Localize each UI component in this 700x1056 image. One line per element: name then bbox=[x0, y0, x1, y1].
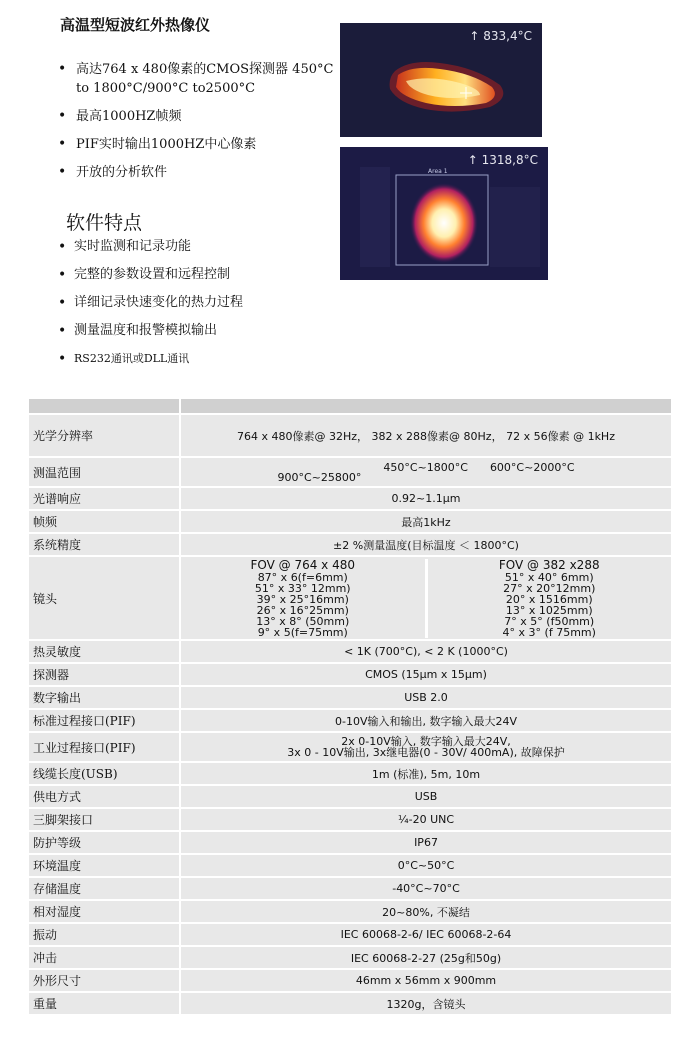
spec-label: 外形尺寸 bbox=[29, 970, 179, 991]
spec-label: 标准过程接口(PIF) bbox=[29, 710, 179, 731]
range-value-b: 600°C~2000°C bbox=[489, 460, 575, 474]
image2-temperature-readout: ↑ 1318,8°C bbox=[467, 153, 538, 167]
spec-label: 光谱响应 bbox=[29, 488, 179, 509]
spec-label: 振动 bbox=[29, 924, 179, 945]
spec-label: 探测器 bbox=[29, 664, 179, 685]
feature-item: • 高达764 x 480像素的CMOS探测器 450°C to 1800°C/900°C to2500°C bbox=[58, 60, 348, 98]
spec-label: 光学分辨率 bbox=[29, 415, 179, 456]
spec-label: 冲击 bbox=[29, 947, 179, 968]
lens-entry: 20° x 1516mm) bbox=[505, 592, 593, 606]
lens-column-764 bbox=[181, 559, 425, 638]
spec-row-accuracy bbox=[29, 534, 671, 555]
software-item: • 详细记录快速变化的热力过程 bbox=[58, 294, 358, 312]
spec-label: 三脚架接口 bbox=[29, 809, 179, 830]
spec-label: 系统精度 bbox=[29, 534, 179, 555]
lens-entry: 13° x 8° (50mm) bbox=[256, 614, 350, 628]
lens-entry: 51° x 33° 12mm) bbox=[254, 581, 351, 595]
spec-label: 线缆长度(USB) bbox=[29, 763, 179, 784]
spec-value: < 1K (700°C), < 2 K (1000°C) bbox=[181, 641, 671, 662]
range-value-a: 450°C~1800°C bbox=[383, 460, 468, 474]
industrial-pif-line-1: 2x 0-10V输入, 数字输入最大24V, bbox=[341, 735, 511, 748]
spec-row-standard-pif bbox=[29, 710, 671, 731]
spec-label: 环境温度 bbox=[29, 855, 179, 876]
spec-header-cell bbox=[29, 399, 179, 413]
spec-row-shock bbox=[29, 947, 671, 968]
spec-label: 防护等级 bbox=[29, 832, 179, 853]
spec-header-cell bbox=[181, 399, 671, 413]
spec-value: 20~80%, 不凝结 bbox=[181, 901, 671, 922]
spec-label: 存储温度 bbox=[29, 878, 179, 899]
thermal-image-2 bbox=[340, 147, 548, 280]
spec-value: USB bbox=[181, 786, 671, 807]
spec-value: 1m (标准), 5m, 10m bbox=[181, 763, 671, 784]
feature-list bbox=[58, 60, 348, 191]
spec-row-dimensions bbox=[29, 970, 671, 991]
spec-value: ¼-20 UNC bbox=[181, 809, 671, 830]
spec-row-resolution bbox=[29, 415, 671, 456]
feature-item: • 最高1000HZ帧频 bbox=[58, 107, 348, 126]
lens-header: FOV @ 764 x 480 bbox=[250, 557, 355, 572]
spec-row-humidity bbox=[29, 901, 671, 922]
image1-temperature-readout: ↑ 833,4°C bbox=[469, 29, 532, 43]
spec-row-vibration bbox=[29, 924, 671, 945]
spec-row-detector bbox=[29, 664, 671, 685]
lens-entry: 51° x 40° 6mm) bbox=[504, 570, 594, 584]
spec-row-storage-temp bbox=[29, 878, 671, 899]
feature-item: • 开放的分析软件 bbox=[58, 163, 348, 182]
lens-entry: 13° x 1025mm) bbox=[505, 603, 593, 617]
lens-entry: 87° x 6(f=6mm) bbox=[257, 570, 348, 584]
spec-row-industrial-pif bbox=[29, 733, 671, 761]
lens-entry: 4° x 3° (f 75mm) bbox=[502, 625, 596, 639]
lens-entry: 27° x 20°12mm) bbox=[503, 581, 596, 595]
spec-row-tripod bbox=[29, 809, 671, 830]
spec-label: 数字输出 bbox=[29, 687, 179, 708]
software-feature-list bbox=[58, 238, 358, 378]
spec-row-protection bbox=[29, 832, 671, 853]
lens-entry: 7° x 5° (f50mm) bbox=[504, 614, 595, 628]
spec-row-sensitivity bbox=[29, 641, 671, 662]
spec-label: 测温范围 bbox=[29, 458, 179, 486]
spec-row-power bbox=[29, 786, 671, 807]
spec-row-framerate bbox=[29, 511, 671, 532]
spec-table-header-row bbox=[29, 399, 671, 413]
spec-value: 46mm x 56mm x 900mm bbox=[181, 970, 671, 991]
software-item: • RS232通讯或DLL通讯 bbox=[58, 350, 358, 368]
software-item: • 测量温度和报警模拟输出 bbox=[58, 322, 358, 340]
area-label: Area 1 bbox=[428, 168, 448, 175]
spec-value: 0°C~50°C bbox=[181, 855, 671, 876]
lens-entry: 9° x 5(f=75mm) bbox=[257, 625, 348, 639]
spec-label: 帧频 bbox=[29, 511, 179, 532]
spec-value: 0-10V输入和输出, 数字输入最大24V bbox=[181, 710, 671, 731]
spec-row-range bbox=[29, 458, 671, 486]
lens-entry: 39° x 25°16mm) bbox=[256, 592, 349, 606]
spec-row-lens bbox=[29, 557, 671, 639]
lens-header: FOV @ 382 x288 bbox=[498, 557, 600, 572]
software-heading: 软件特点 bbox=[66, 212, 143, 234]
spec-value: CMOS (15μm x 15μm) bbox=[181, 664, 671, 685]
spec-value: 764 x 480像素@ 32Hz， 382 x 288像素@ 80Hz， 72 x 56像素 @ 1kHz bbox=[181, 415, 671, 456]
spec-row-ambient-temp bbox=[29, 855, 671, 876]
spec-row-cable bbox=[29, 763, 671, 784]
spec-table bbox=[27, 397, 673, 1016]
spec-value: 1320g，含镜头 bbox=[181, 993, 671, 1014]
software-item: • 完整的参数设置和远程控制 bbox=[58, 266, 358, 284]
product-title: 高温型短波红外热像仪 bbox=[60, 16, 211, 34]
spec-label: 相对湿度 bbox=[29, 901, 179, 922]
lens-column-382 bbox=[425, 559, 672, 638]
spec-value: 最高1kHz bbox=[181, 511, 671, 532]
spec-value bbox=[181, 458, 671, 486]
spec-row-weight bbox=[29, 993, 671, 1014]
product-overview bbox=[0, 0, 700, 380]
spec-value bbox=[181, 557, 671, 639]
spec-value: IP67 bbox=[181, 832, 671, 853]
spec-label: 热灵敏度 bbox=[29, 641, 179, 662]
thermal-image-1 bbox=[340, 23, 542, 137]
spec-value: IEC 60068-2-6/ IEC 60068-2-64 bbox=[181, 924, 671, 945]
spec-label: 供电方式 bbox=[29, 786, 179, 807]
spec-label: 镜头 bbox=[29, 557, 179, 639]
spec-value: -40°C~70°C bbox=[181, 878, 671, 899]
spec-value: USB 2.0 bbox=[181, 687, 671, 708]
industrial-pif-line-2: 3x 0 - 10V输出, 3x继电器(0 - 30V/ 400mA), 故障保护 bbox=[287, 746, 565, 759]
spec-value bbox=[181, 733, 671, 761]
spec-row-spectral bbox=[29, 488, 671, 509]
spec-value: IEC 60068-2-27 (25g和50g) bbox=[181, 947, 671, 968]
spec-value: 0.92~1.1μm bbox=[181, 488, 671, 509]
lens-entry: 26° x 16°25mm) bbox=[256, 603, 349, 617]
spec-row-digital-output bbox=[29, 687, 671, 708]
range-value-c: 900°C~25800° bbox=[277, 470, 362, 484]
spec-value: ±2 %测量温度(目标温度 ＜ 1800°C) bbox=[181, 534, 671, 555]
software-item: • 实时监测和记录功能 bbox=[58, 238, 358, 256]
spec-label: 工业过程接口(PIF) bbox=[29, 733, 179, 761]
feature-item: • PIF实时输出1000HZ中心像素 bbox=[58, 135, 348, 154]
spec-label: 重量 bbox=[29, 993, 179, 1014]
